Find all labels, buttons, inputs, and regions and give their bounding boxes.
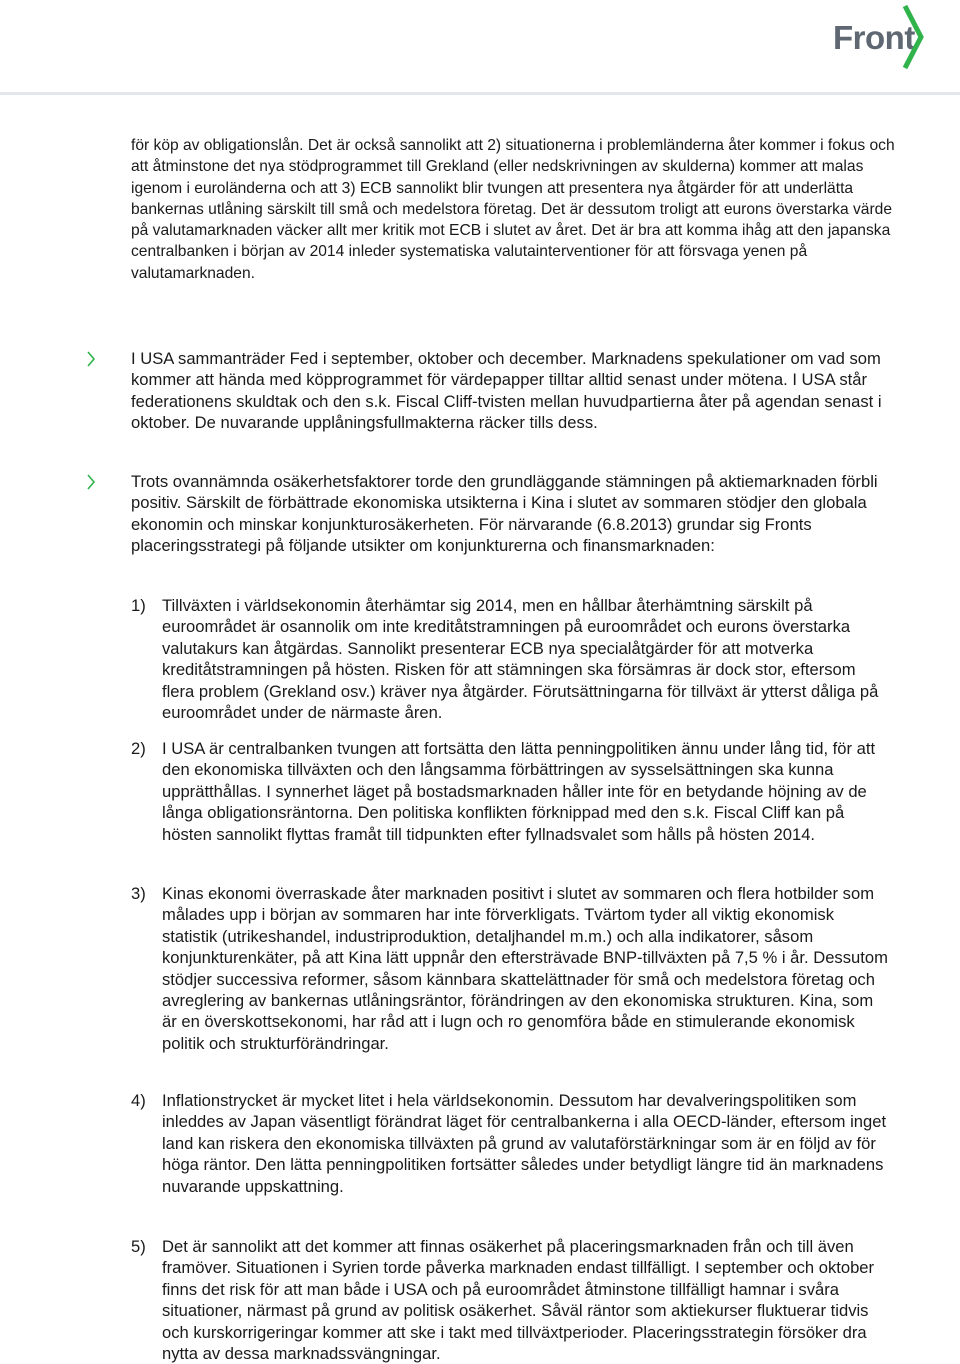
page-header xyxy=(0,0,960,95)
chevron-bullet-icon xyxy=(86,474,96,490)
front-logo xyxy=(830,4,950,68)
item-text: I USA är centralbanken tvungen att fortsätta den lätta penningpolitiken ännu under lång tid, för att den ekonomiska tillväxten och den långsamma förbättringen av sysselsättningen ska kunna upprätthållas. I synnerhet läget på bostadsmarknaden håller inte för en betydande höjning av de långa obligationsräntorna. Den politiska konflikten förknippad med den s.k. Fiscal Cliff kan på hösten sannolikt flyttas framåt till tidpunkten efter fyllnadsvalet som hålls på hösten 2014. xyxy=(162,739,876,844)
item-number: 5) xyxy=(131,1237,146,1256)
item-number: 4) xyxy=(131,1091,146,1110)
logo-text: Front xyxy=(833,19,915,56)
intro-paragraph: för köp av obligationslån. Det är också sannolikt att 2) situationerna i problemländerna åter kommer i fokus och att åtminstone det nya stödprogrammet till Grekland (eller nedskrivningen av skulderna) kommer att malas igenom i euroländerna och att 3) ECB sannolikt blir tvungen att presentera nya åtgärder för att underlätta bankernas utlåning särskilt till små och medelstora företag. Det är dessutom troligt att eurons överstarka värde på valutamarknaden väcker allt mer kritik mot ECB i slutet av året. Det är bra att komma ihåg att den japanska centralbanken i början av 2014 inleder systematiska valutainterventioner för att försvaga yenen på valutamarknaden. xyxy=(131,137,895,282)
chevron-right-icon xyxy=(902,4,926,70)
item-text: Inflationstrycket är mycket litet i hela världsekonomin. Dessutom har devalveringspolitiken som inleddes av Japan väsentligt förändrat läget för centralbankerna i alla OECD-länder, eftersom inget land kan riskera den ekonomiska tillväxten på grund av valutaförstärkningar som är en följd av för höga räntor. Den lätta penningpolitiken fortsätter således under betydligt längre tid än marknadens nuvarande uppskattning. xyxy=(162,1091,887,1196)
chevron-bullet-icon xyxy=(86,351,96,367)
item-number: 1) xyxy=(131,596,146,615)
item-number: 3) xyxy=(131,884,146,903)
item-text: Det är sannolikt att det kommer att finnas osäkerhet på placeringsmarknaden från och till även framöver. Situationen i Syrien torde påverka marknaden endast tillfälligt. I september och oktober finns det risk för att man både i USA och på euroområdet åtminstone tillfälligt hamnar i svåra situationer, närmast på grund av politisk osäkerhet. Såväl räntor som aktiekurser fluktuerar tidvis och kurskorrigeringar kommer att ske i takt med tillväxtperioder. Placeringsstrategin försöker dra nytta av dessa marknadssvängningar. xyxy=(162,1237,875,1364)
bullet-item-fed: I USA sammanträder Fed i september, oktober och december. Marknadens spekulationer om vad som kommer att hända med köpprogrammet för värdepapper tilltar alltid senast under mötena. I USA står federationens skuldtak och den s.k. Fiscal Cliff-tvisten mellan huvudpartierna åter på agendan senast i oktober. De nuvarande upplåningsfullmakterna räcker tills dess. xyxy=(131,349,882,433)
bullet-item-outlook: Trots ovannämnda osäkerhetsfaktorer torde den grundläggande stämningen på aktiemarknaden förbli positiv. Särskilt de förbättrade ekonomiska utsikterna i Kina i slutet av sommaren stödjer den globala ekonomin och minskar konjunkturosäkerheten. För närvarande (6.8.2013) grundar sig Fronts placeringsstrategi på följande utsikter om konjunkturerna och finansmarknaden: xyxy=(131,472,878,556)
item-number: 2) xyxy=(131,739,146,758)
item-text: Tillväxten i världsekonomin återhämtar sig 2014, men en hållbar återhämtning särskilt på euroområdet är osannolik om inte kreditåtstramningen på euroområdet och eurons överstarka valutakurs kan åtgärdas. Sannolikt presenterar ECB nya specialåtgärder för att motverka kreditåtstramningen på hösten. Risken för att stämningen ska försämras är dock stor, eftersom flera problem (Grekland osv.) kräver nya åtgärder. Förutsättningarna för tillväxt är ytterst dåliga på euroområdet under de närmaste åren. xyxy=(162,596,879,723)
header-divider xyxy=(0,92,960,95)
item-text: Kinas ekonomi överraskade åter marknaden positivt i slutet av sommaren och flera hotbilder som målades upp i början av sommaren har inte förverkligats. Tvärtom tyder all viktig ekonomisk statistik (utrikeshandel, industriproduktion, detaljhandel m.m.) och alla indikatorer, såsom konjunkturenkäter, på att Kina lätt uppnår den eftersträvade BNP-tillväxten på 7,5 % i år. Dessutom stödjer successiva reformer, såsom kännbara skattelättnader för små och medelstora företag och avreglering av bankernas utlåningsräntor, förändringen av den ekonomiska strukturen. Kina, som är en överskottsekonomi, har råd att i lugn och ro genomföra både en stimulerande ekonomisk politik och strukturförändringar. xyxy=(162,884,888,1053)
